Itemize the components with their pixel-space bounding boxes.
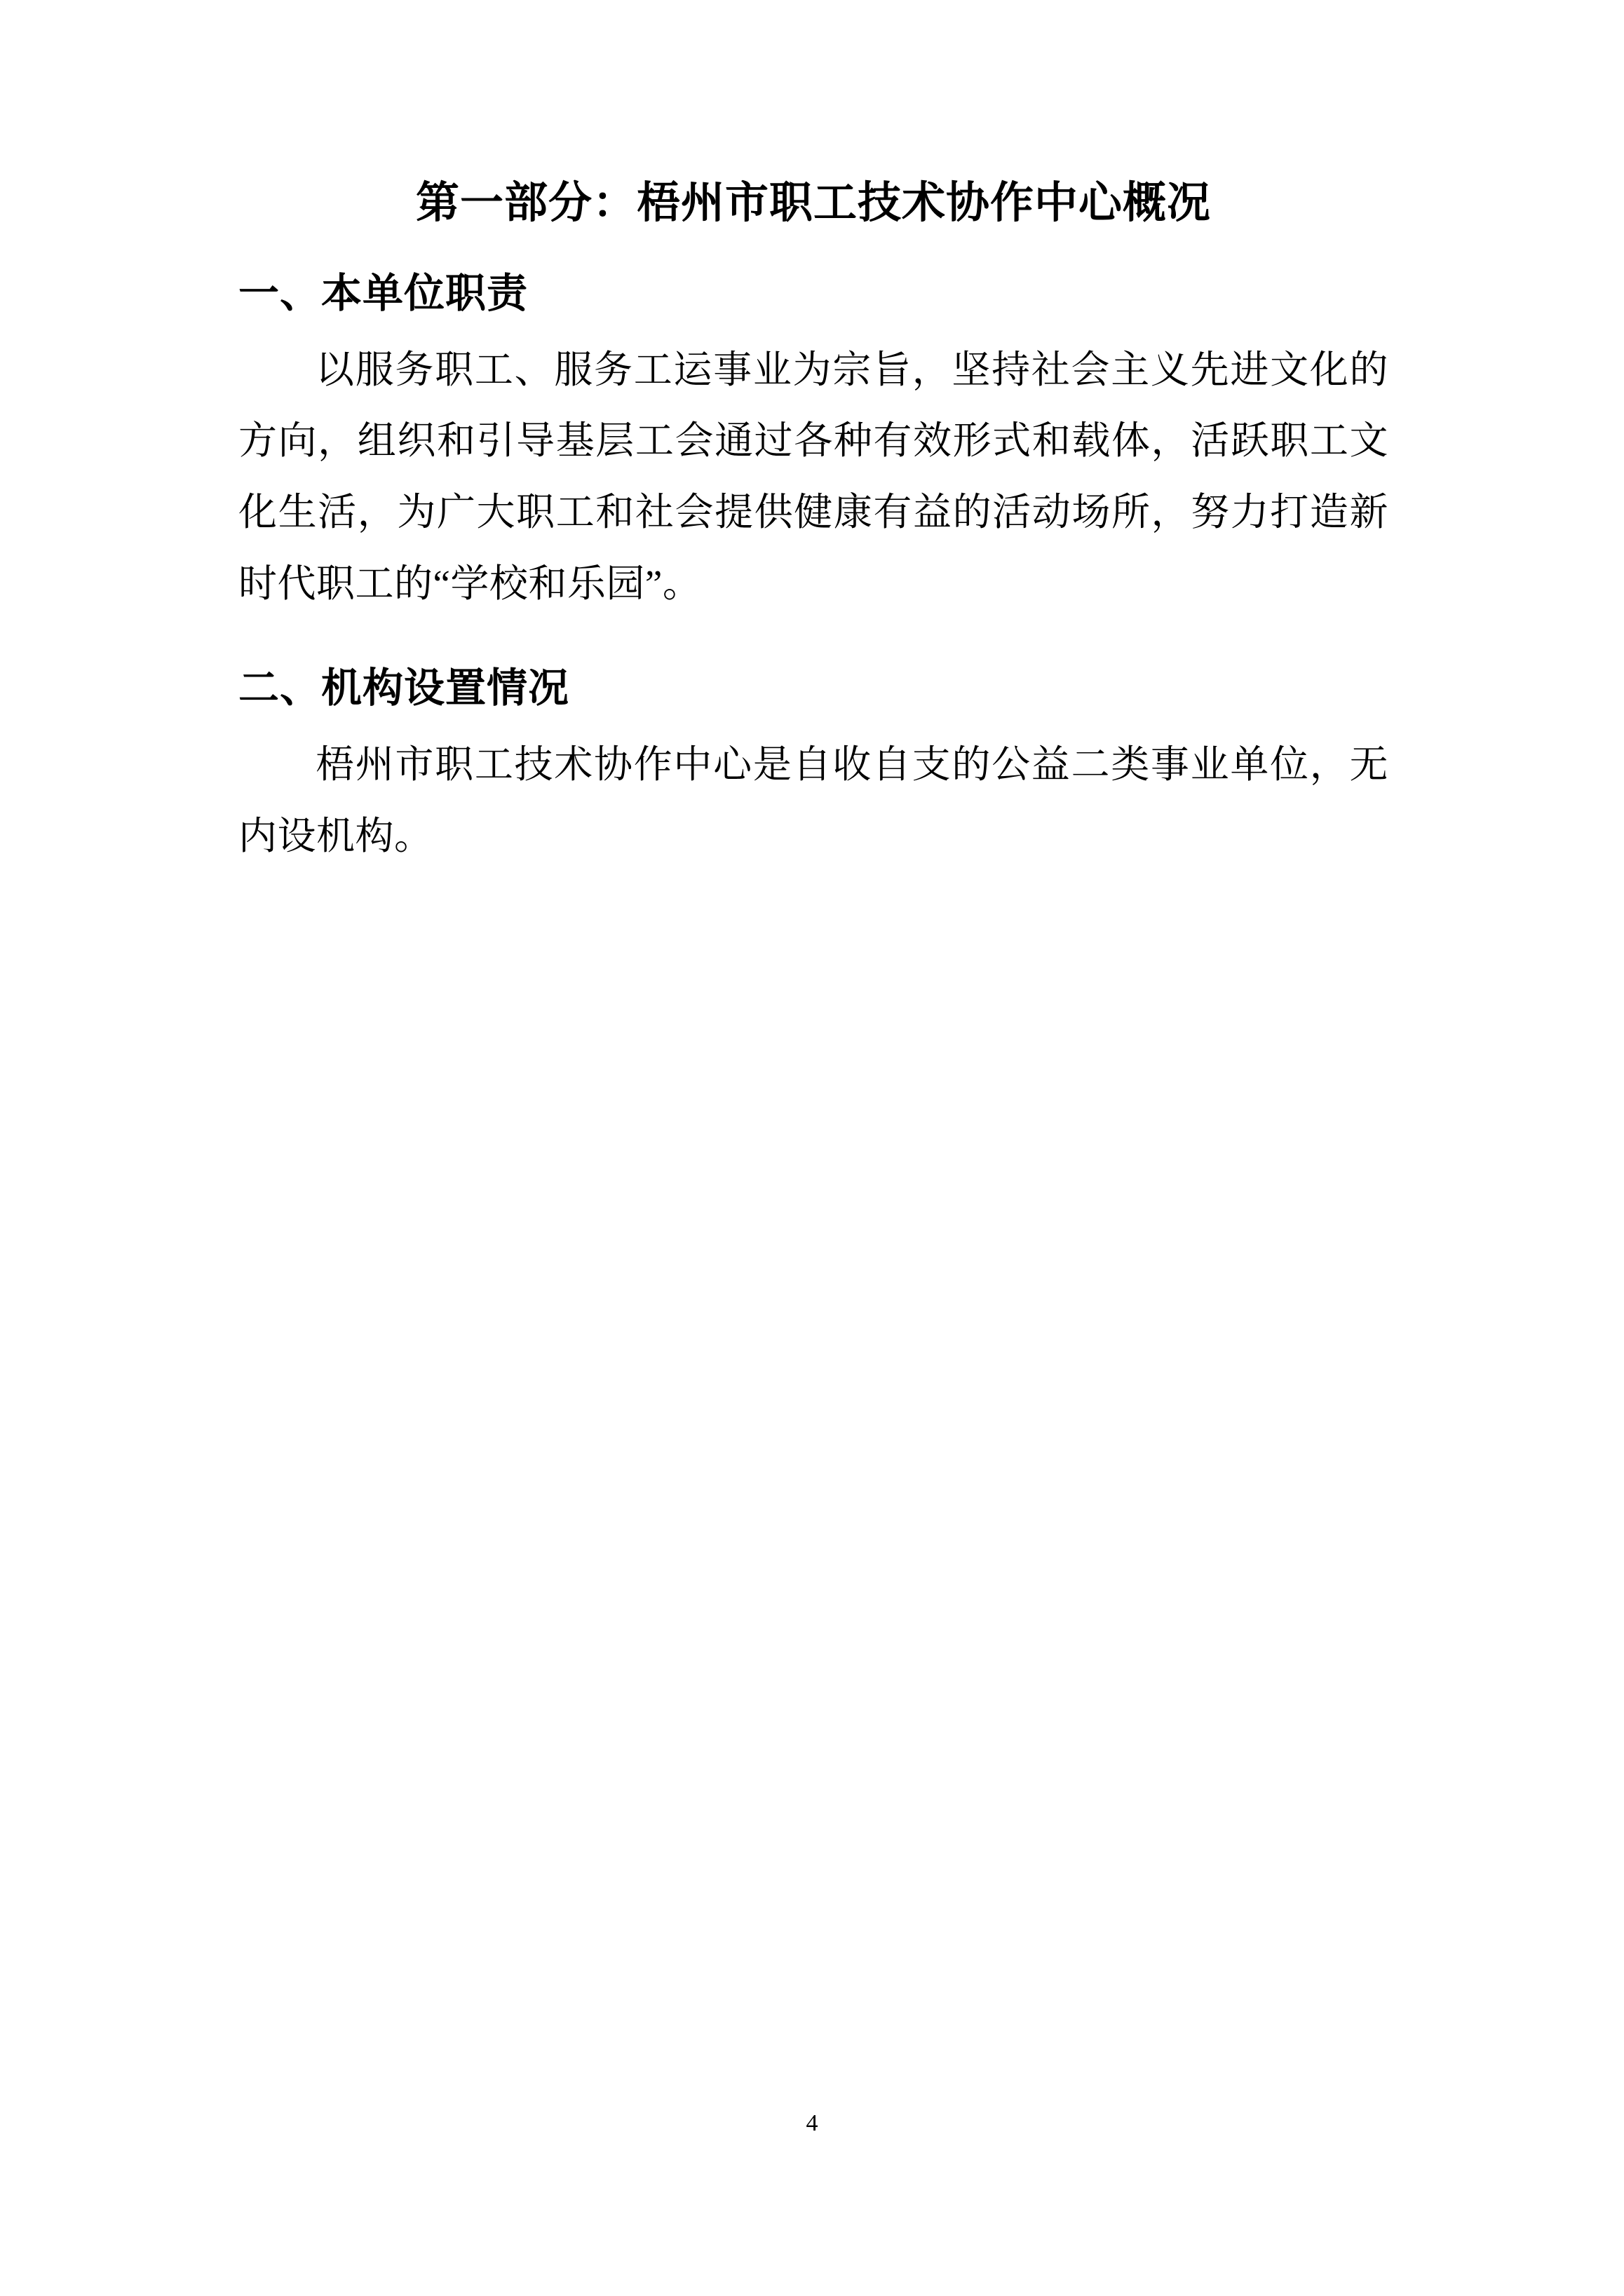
document-body: [238, 175, 1388, 890]
section-paragraph-organization: 梧州市职工技术协作中心是自收自支的公益二类事业单位，无内设机构。: [238, 742, 1388, 857]
section-heading-organization: 二、机构设置情况: [238, 665, 570, 711]
page-title: 第一部分：梧州市职工技术协作中心概况: [415, 179, 1211, 227]
section-spacer: [238, 638, 1388, 659]
section-heading-duties: 一、本单位职责: [238, 270, 529, 316]
page-number: 4: [806, 2110, 818, 2136]
section-paragraph-duties: 以服务职工、服务工运事业为宗旨，坚持社会主义先进文化的方向，组织和引导基层工会通过各种有效形式和载体，活跃职工文化生活，为广大职工和社会提供健康有益的活动场所，努力打造新时代职工的“学校和乐园”。: [238, 348, 1388, 605]
